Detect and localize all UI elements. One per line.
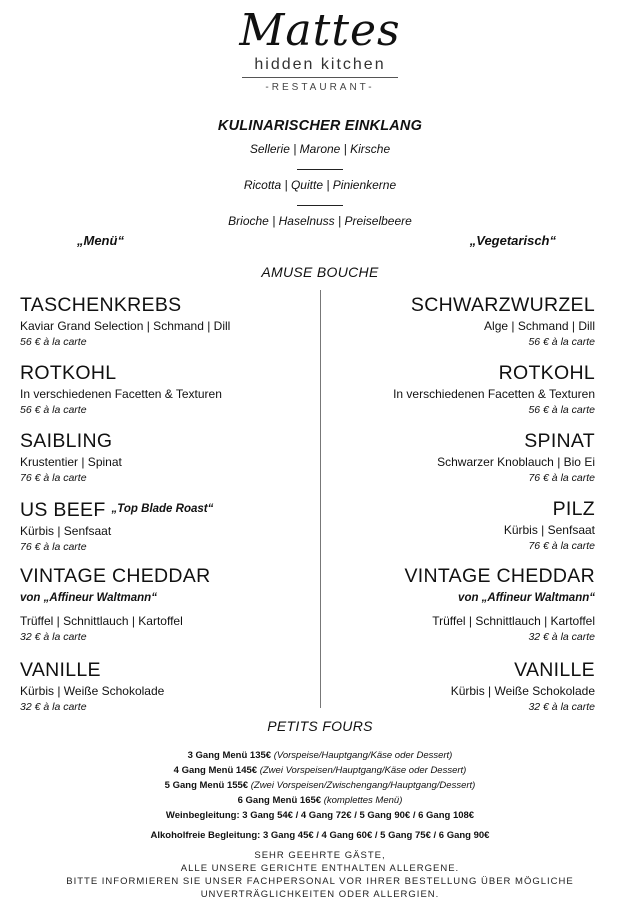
dish-veg-6 <box>295 658 595 715</box>
dish-veg-2 <box>295 361 595 418</box>
dish-menu-4 <box>20 497 320 555</box>
price-label: 6 Gang Menü 165€ <box>237 795 322 806</box>
dish-menu-3 <box>20 429 320 486</box>
column-heading-vegetarian: „Vegetarisch“ <box>469 233 556 248</box>
price-list <box>0 748 640 843</box>
column-heading-menu: „Menü“ <box>77 233 124 248</box>
dish-description: Kürbis | Weiße Schokolade <box>450 684 595 698</box>
logo-script-wordmark: Mattes <box>239 5 401 56</box>
dish-price: 32 € à la carte <box>528 631 595 643</box>
dish-menu-2 <box>20 361 320 418</box>
intro-separator-1 <box>297 169 343 170</box>
intro-line-1: Sellerie | Marone | Kirsche <box>249 142 391 156</box>
price-label: 3 Gang Menü 135€ <box>187 750 272 761</box>
dish-name: US BEEF <box>20 499 106 521</box>
notice-line-4: UNVERTRÄGLICHKEITEN ODER ALLERGIEN. <box>200 889 440 900</box>
dish-name: ROTKOHL <box>20 362 117 384</box>
wine-pairing: Weinbegleitung: 3 Gang 54€ / 4 Gang 72€ / 5 Gang 90€ / 6 Gang 108€ <box>165 810 475 821</box>
dish-price: 76 € à la carte <box>20 541 87 553</box>
amuse-bouche-heading: AMUSE BOUCHE <box>261 264 379 280</box>
dish-supplier: von „Affineur Waltmann“ <box>458 592 595 604</box>
dish-price: 56 € à la carte <box>528 404 595 416</box>
dish-veg-3 <box>295 429 595 486</box>
alcohol-free-pairing: Alkoholfreie Begleitung: 3 Gang 45€ / 4 Gang 60€ / 5 Gang 75€ / 6 Gang 90€ <box>150 830 490 841</box>
dish-name: TASCHENKREBS <box>20 294 182 316</box>
dish-description: Alge | Schmand | Dill <box>484 319 595 333</box>
dish-price: 56 € à la carte <box>20 404 87 416</box>
dish-name: VINTAGE CHEDDAR <box>20 565 211 587</box>
dish-description: In verschiedenen Facetten & Texturen <box>393 387 595 401</box>
intro-line-2: Ricotta | Quitte | Pinienkerne <box>243 178 397 192</box>
dish-price: 32 € à la carte <box>528 701 595 713</box>
logo-restaurant-label: -RESTAURANT- <box>265 82 375 93</box>
dish-description: Schwarzer Knoblauch | Bio Ei <box>437 455 595 469</box>
dish-name: VANILLE <box>20 659 101 681</box>
price-detail: (Zwei Vorspeisen/Zwischengang/Hauptgang/Dessert) <box>250 780 476 791</box>
price-detail: (Vorspeise/Hauptgang/Käse oder Dessert) <box>273 750 453 761</box>
notice-line-2: ALLE UNSERE GERICHTE ENTHALTEN ALLERGENE. <box>180 863 460 874</box>
dish-price: 76 € à la carte <box>528 472 595 484</box>
notice-line-1: SEHR GEEHRTE GÄSTE, <box>254 850 386 861</box>
dish-veg-1 <box>295 293 595 350</box>
dish-menu-6 <box>20 658 320 715</box>
price-label: 4 Gang Menü 145€ <box>173 765 258 776</box>
logo-subtitle: hidden kitchen <box>254 56 386 73</box>
dish-price: 32 € à la carte <box>20 701 87 713</box>
dish-name: ROTKOHL <box>498 362 595 384</box>
dish-description: Krustentier | Spinat <box>20 455 122 469</box>
dish-name: VINTAGE CHEDDAR <box>404 565 595 587</box>
dish-name: PILZ <box>552 498 595 520</box>
dish-price: 76 € à la carte <box>20 472 87 484</box>
dish-menu-1 <box>20 293 320 350</box>
price-3-gang <box>0 748 640 763</box>
dish-menu-5 <box>20 564 320 645</box>
dish-name: SCHWARZWURZEL <box>410 294 595 316</box>
dish-description: Kürbis | Weiße Schokolade <box>20 684 165 698</box>
intro-line-3: Brioche | Haselnuss | Preiselbeere <box>228 214 412 228</box>
dish-name: SAIBLING <box>20 430 113 452</box>
dish-note: „Top Blade Roast“ <box>111 503 214 515</box>
dish-description: Kaviar Grand Selection | Schmand | Dill <box>20 319 231 333</box>
logo-divider <box>242 77 398 78</box>
dish-supplier: von „Affineur Waltmann“ <box>20 592 157 604</box>
intro-title: KULINARISCHER EINKLANG <box>217 118 423 134</box>
dish-description: Kürbis | Senfsaat <box>503 523 595 537</box>
dish-description: Trüffel | Schnittlauch | Kartoffel <box>432 614 595 628</box>
dish-name: SPINAT <box>524 430 595 452</box>
price-6-gang <box>0 793 640 808</box>
allergen-notice <box>0 849 640 901</box>
dish-description: Trüffel | Schnittlauch | Kartoffel <box>20 614 183 628</box>
dish-price: 32 € à la carte <box>20 631 87 643</box>
notice-line-3: BITTE INFORMIEREN SIE UNSER FACHPERSONAL VOR IHRER BESTELLUNG ÜBER MÖGLICHE <box>66 876 574 887</box>
dish-price: 76 € à la carte <box>528 540 595 552</box>
dish-price: 56 € à la carte <box>528 336 595 348</box>
petits-fours-heading: PETITS FOURS <box>267 718 373 734</box>
dish-name: VANILLE <box>514 659 595 681</box>
price-4-gang <box>0 763 640 778</box>
intro-separator-2 <box>297 205 343 206</box>
price-label: 5 Gang Menü 155€ <box>164 780 249 791</box>
dish-veg-4 <box>295 497 595 554</box>
dish-description: Kürbis | Senfsaat <box>20 524 112 538</box>
dish-description: In verschiedenen Facetten & Texturen <box>20 387 222 401</box>
price-5-gang <box>0 778 640 793</box>
intro-section <box>0 118 640 228</box>
restaurant-logo <box>0 4 640 93</box>
dish-veg-5 <box>295 564 595 645</box>
price-detail: (Zwei Vorspeisen/Hauptgang/Käse oder Dessert) <box>259 765 467 776</box>
dish-name-row <box>20 497 320 522</box>
dish-price: 56 € à la carte <box>20 336 87 348</box>
price-detail: (komplettes Menü) <box>323 795 403 806</box>
